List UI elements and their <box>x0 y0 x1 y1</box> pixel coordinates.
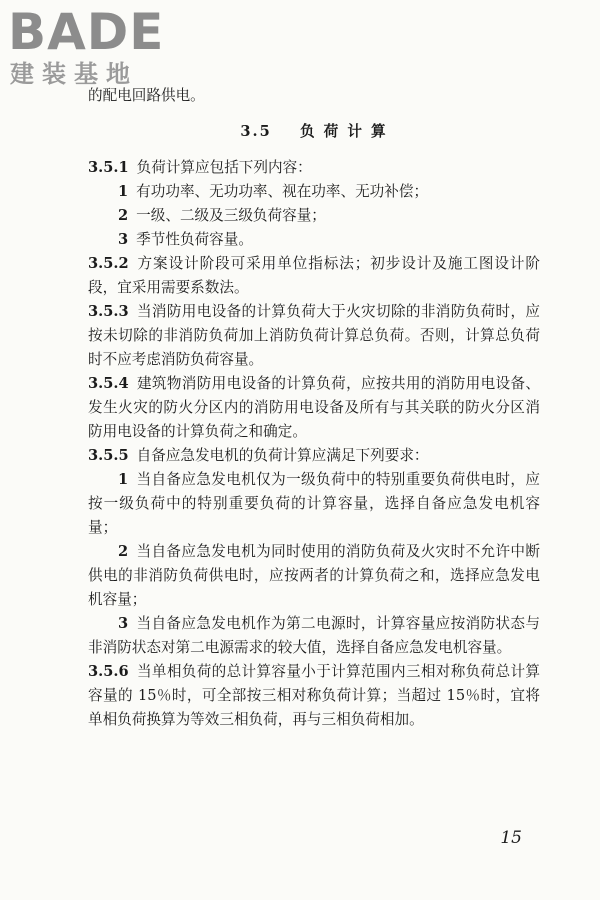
clause-number: 3.5.4 <box>88 375 129 392</box>
clause-text: 建筑物消防用电设备的计算负荷，应按共用的消防用电设备、发生火灾的防火分区内的消防用电设备及所有与其关联的防火分区消防用电设备的计算负荷之和确定。 <box>88 375 540 440</box>
clause-text: 当单相负荷的总计算容量小于计算范围内三相对称负荷总计算容量的 15％时，可全部按三相对称负荷计算；当超过 15％时，宜将单相负荷换算为等效三相负荷，再与三相负荷相加。 <box>88 663 540 728</box>
item-text: 当自备应急发电机作为第二电源时，计算容量应按消防状态与非消防状态对第二电源需求的较大值，选择自备应急发电机容量。 <box>88 615 540 656</box>
item-number: 1 <box>118 471 129 488</box>
sub-paragraph <box>88 540 540 612</box>
item-number: 3 <box>118 231 129 248</box>
item-number: 1 <box>118 183 129 200</box>
item-text: 有功功率、无功功率、视在功率、无功补偿； <box>136 183 429 200</box>
clause-3-5-4 <box>88 372 540 444</box>
item-text: 一级、二级及三级负荷容量； <box>136 207 326 224</box>
clause-text: 自备应急发电机的负荷计算应满足下列要求： <box>136 447 429 464</box>
list-item <box>88 228 540 252</box>
clause-3-5-6 <box>88 660 540 732</box>
document-body <box>88 84 540 732</box>
item-text: 当自备应急发电机为同时使用的消防负荷及火灾时不允许中断供电的非消防负荷供电时，应按两者的计算负荷之和，选择应急发电机容量； <box>88 543 540 608</box>
watermark-logo <box>8 3 188 90</box>
item-number: 3 <box>118 615 129 632</box>
clause-number: 3.5.1 <box>88 159 129 176</box>
watermark-brand: BADE <box>8 3 165 61</box>
clause-text: 当消防用电设备的计算负荷大于火灾切除的非消防负荷时，应按未切除的非消防负荷加上消防负荷计算总负荷。否则，计算总负荷时不应考虑消防负荷容量。 <box>88 303 540 368</box>
item-text: 当自备应急发电机仅为一级负荷中的特别重要负荷供电时，应按一级负荷中的特别重要负荷的计算容量，选择自备应急发电机容量； <box>88 471 540 536</box>
watermark-subtitle: 建装基地 <box>10 60 138 88</box>
section-number: 3.5 <box>240 123 272 140</box>
lead-line: 的配电回路供电。 <box>88 87 205 104</box>
clause-text: 负荷计算应包括下列内容： <box>136 159 312 176</box>
clause-3-5-1 <box>88 156 540 180</box>
clause-number: 3.5.6 <box>88 663 129 680</box>
clause-text: 方案设计阶段可采用单位指标法；初步设计及施工图设计阶段，宜采用需要系数法。 <box>88 255 540 296</box>
clause-number: 3.5.5 <box>88 447 129 464</box>
page-number: 15 <box>500 828 522 848</box>
list-item <box>88 204 540 228</box>
clause-number: 3.5.3 <box>88 303 129 320</box>
item-number: 2 <box>118 543 129 560</box>
clause-3-5-2 <box>88 252 540 300</box>
section-heading <box>88 120 540 144</box>
clause-3-5-3 <box>88 300 540 372</box>
item-text: 季节性负荷容量。 <box>136 231 253 248</box>
clause-3-5-5 <box>88 444 540 468</box>
list-item <box>88 180 540 204</box>
section-title: 负 荷 计 算 <box>299 123 388 140</box>
clause-number: 3.5.2 <box>88 255 129 272</box>
sub-paragraph <box>88 468 540 540</box>
item-number: 2 <box>118 207 129 224</box>
sub-paragraph <box>88 612 540 660</box>
